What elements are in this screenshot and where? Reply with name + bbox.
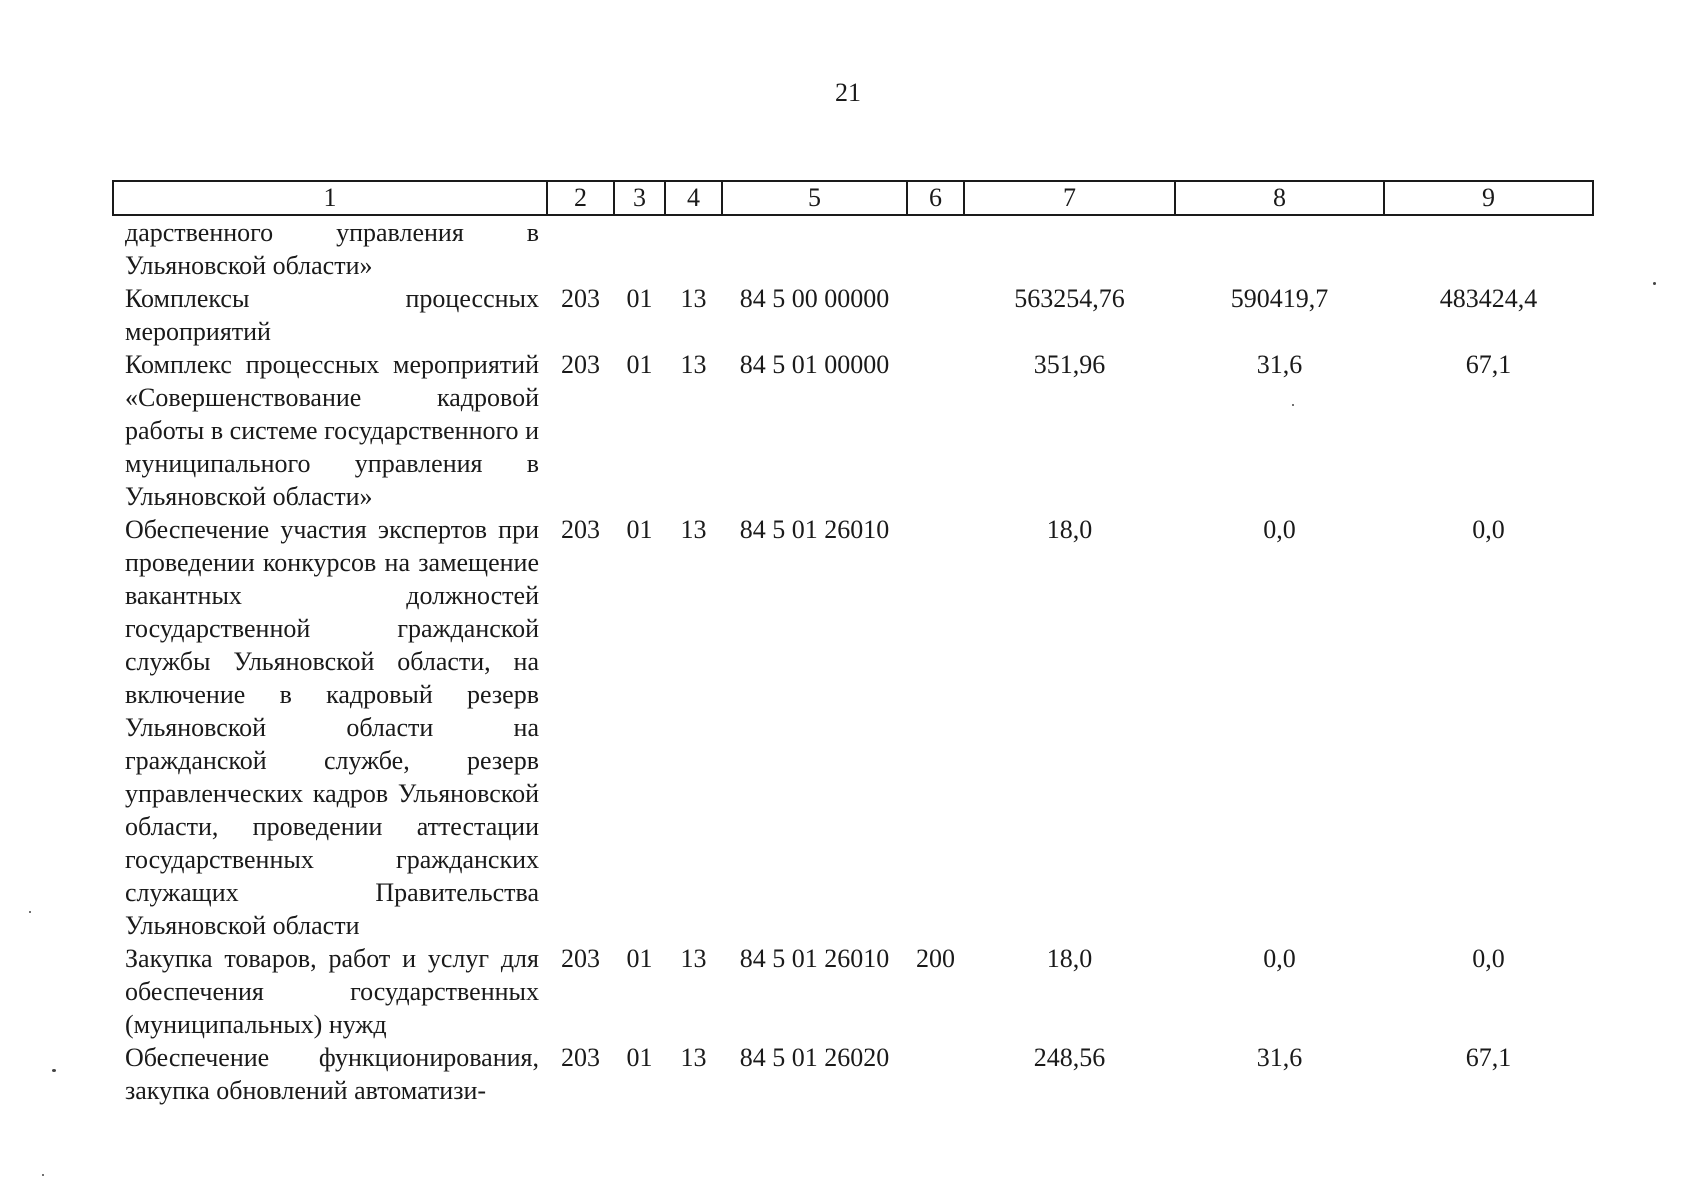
header-col-3: 3: [614, 181, 665, 215]
scan-speck: [52, 1069, 56, 1072]
row-col-6: 200: [916, 944, 955, 973]
row-col-2: 203: [561, 284, 600, 313]
row-col-4: 13: [680, 944, 707, 973]
table-row: [113, 1041, 1593, 1107]
row-col-6: [907, 282, 964, 348]
row-name: Закупка товаров, работ и услуг для обеспечения государственных (муниципальных) нужд: [125, 944, 539, 1039]
row-col-8: 0,0: [1263, 515, 1296, 544]
row-col-9: 67,1: [1465, 350, 1512, 379]
row-col-2: [547, 215, 614, 282]
row-col-9: 0,0: [1472, 515, 1505, 544]
scan-speck: [1653, 282, 1656, 285]
row-col-3: [614, 215, 665, 282]
row-col-4: 13: [680, 1043, 707, 1072]
page-number: 21: [835, 78, 861, 107]
row-col-3: 01: [626, 284, 653, 313]
header-col-7: 7: [964, 181, 1175, 215]
row-col-3: 01: [626, 944, 653, 973]
row-col-5: 84 5 00 00000: [739, 284, 890, 313]
table-row: [113, 215, 1593, 282]
budget-table: [112, 180, 1594, 1107]
row-col-9: 483424,4: [1439, 284, 1538, 313]
row-name: Обеспечение функционирования, закупка обновлений автоматизи-: [125, 1043, 539, 1105]
row-col-4: [665, 215, 722, 282]
table-row: [113, 513, 1593, 942]
header-col-8: 8: [1175, 181, 1384, 215]
table-row: [113, 282, 1593, 348]
table-row: [113, 942, 1593, 1041]
row-col-3: 01: [626, 350, 653, 379]
row-col-2: 203: [561, 944, 600, 973]
row-col-8: 590419,7: [1230, 284, 1329, 313]
row-col-7: 563254,76: [1014, 284, 1125, 313]
row-col-5: 84 5 01 00000: [739, 350, 890, 379]
row-col-6: [907, 513, 964, 942]
table-row: [113, 348, 1593, 513]
row-col-7: [964, 215, 1175, 282]
table-body: [113, 215, 1593, 1107]
row-col-5: 84 5 01 26010: [739, 515, 890, 544]
scan-speck: [29, 911, 31, 913]
row-name: Обеспечение участия экспертов при проведении конкурсов на замещение вакантных должностей государственной гражданской службы Ульяновской области, на включение в кадровый резерв Ульяновской области на гражданской службе, резерв управленческих кадров Ульяновской области, проведении аттестации государственных гражданских служащих Правительства Ульяновской области: [125, 515, 539, 940]
row-col-8: [1175, 215, 1384, 282]
row-col-2: 203: [561, 515, 600, 544]
row-name: Комплексы процессных мероприятий: [125, 284, 539, 346]
header-col-1: 1: [113, 181, 547, 215]
row-col-2: 203: [561, 1043, 600, 1072]
row-col-8: 31,6: [1256, 350, 1303, 379]
row-name: Комплекс процессных мероприятий «Совершенствование кадровой работы в системе государственного и муниципального управления в Ульяновской области»: [125, 350, 539, 511]
scan-speck: [42, 1174, 44, 1176]
row-col-9: [1384, 215, 1593, 282]
row-col-4: 13: [680, 350, 707, 379]
row-col-4: 13: [680, 284, 707, 313]
header-col-2: 2: [547, 181, 614, 215]
row-col-8: 0,0: [1263, 944, 1296, 973]
row-name: дарственного управления в Ульяновской области»: [125, 218, 539, 280]
row-col-2: 203: [561, 350, 600, 379]
row-col-9: 67,1: [1465, 1043, 1512, 1072]
header-col-4: 4: [665, 181, 722, 215]
row-col-6: [907, 1041, 964, 1107]
row-col-5: 84 5 01 26020: [739, 1043, 890, 1072]
row-col-7: 248,56: [1033, 1043, 1106, 1072]
header-col-9: 9: [1384, 181, 1593, 215]
row-col-5: [722, 215, 907, 282]
row-col-3: 01: [626, 1043, 653, 1072]
header-row: [113, 181, 1593, 215]
scan-speck: [1292, 404, 1294, 406]
row-col-6: [907, 348, 964, 513]
row-col-4: 13: [680, 515, 707, 544]
row-col-6: [907, 215, 964, 282]
row-col-9: 0,0: [1472, 944, 1505, 973]
header-col-5: 5: [722, 181, 907, 215]
row-col-8: 31,6: [1256, 1043, 1303, 1072]
row-col-7: 351,96: [1033, 350, 1106, 379]
row-col-7: 18,0: [1046, 944, 1093, 973]
row-col-3: 01: [626, 515, 653, 544]
row-col-5: 84 5 01 26010: [739, 944, 890, 973]
row-col-7: 18,0: [1046, 515, 1093, 544]
header-col-6: 6: [907, 181, 964, 215]
table-header: [113, 181, 1593, 215]
